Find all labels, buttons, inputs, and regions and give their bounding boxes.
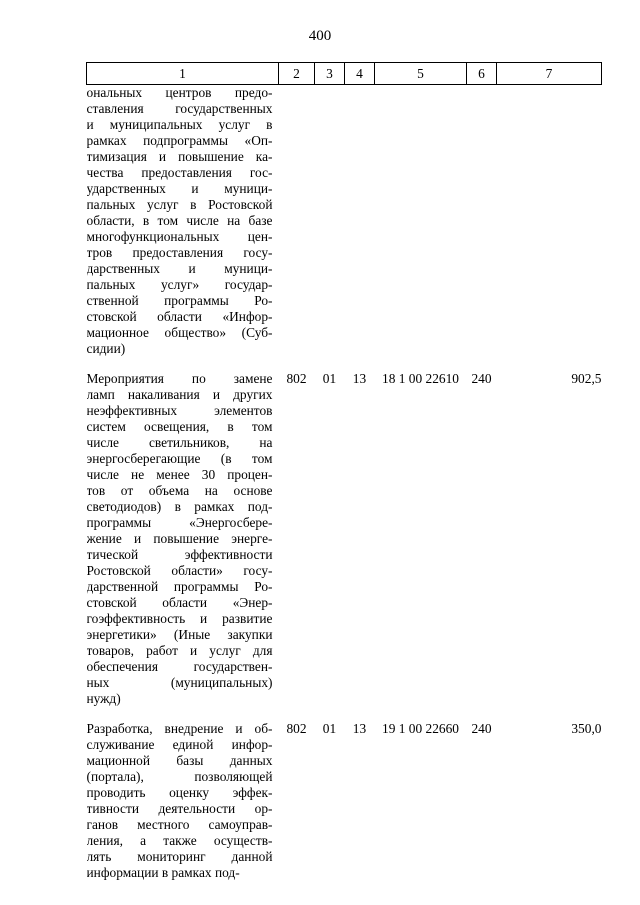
description-line: мационное общество» (Суб- xyxy=(86,325,273,340)
description-line: энергосберегающие (в том xyxy=(86,451,273,466)
expense-type-code: 240 xyxy=(471,371,492,386)
description-line: рамках подпрограммы «Оп- xyxy=(86,133,273,148)
description-line: жение и повышение энерге- xyxy=(86,531,273,546)
row-description xyxy=(87,85,279,358)
column-header: 7 xyxy=(497,63,602,85)
expense-type-code: 240 xyxy=(471,721,492,736)
description-line: тров предоставления госу- xyxy=(86,245,273,260)
description-line: Мероприятия по замене xyxy=(86,371,273,386)
description-line: гоэффективность и развитие xyxy=(86,611,273,626)
description-line: ударственных и муници- xyxy=(86,181,273,196)
ministry-code: 802 xyxy=(286,371,307,386)
description-line: Ростовской области» госу- xyxy=(86,563,273,578)
description-line: неэффективных элементов xyxy=(86,403,273,418)
target-article-code: 18 1 00 22610 xyxy=(382,371,459,386)
description-line: обеспечения государствен- xyxy=(86,659,273,674)
table-row xyxy=(87,85,602,358)
description-line: числе светильников, на xyxy=(86,435,273,450)
description-line: ных (муниципальных) xyxy=(86,675,273,690)
description-line: стовской области «Инфор- xyxy=(86,309,273,324)
description-line: ственной программы Ро- xyxy=(86,293,273,308)
subsection-code xyxy=(345,85,375,358)
description-line: мационной базы данных xyxy=(86,753,273,768)
description-line: ламп накаливания и других xyxy=(86,387,273,402)
table-header-row xyxy=(87,63,602,85)
description-line: тической эффективности xyxy=(86,547,273,562)
amount-value: 350,0 xyxy=(571,721,602,736)
description-line: ональных центров предо- xyxy=(86,85,273,100)
description-line: информации в рамках под- xyxy=(86,865,240,880)
page-number: 400 xyxy=(308,28,332,44)
table-row xyxy=(87,707,602,881)
column-header: 3 xyxy=(315,63,345,85)
section-code: 01 xyxy=(322,721,337,736)
row-description xyxy=(87,707,279,881)
column-header: 4 xyxy=(345,63,375,85)
subsection-code: 13 xyxy=(352,371,367,386)
row-description xyxy=(87,357,279,707)
description-line: (портала), позволяющей xyxy=(86,769,273,784)
amount-value: 902,5 xyxy=(571,371,602,386)
column-header: 6 xyxy=(467,63,497,85)
description-line: чества предоставления гос- xyxy=(86,165,273,180)
description-line: энергетики» (Иные закупки xyxy=(86,627,273,642)
column-header: 2 xyxy=(279,63,315,85)
description-line: тов от объема на основе xyxy=(86,483,273,498)
section-code xyxy=(315,85,345,358)
description-line: светодиодов) в рамках под- xyxy=(86,499,273,514)
ministry-code: 802 xyxy=(286,721,307,736)
description-line: программы «Энергосбере- xyxy=(86,515,273,530)
description-line: числе не менее 30 процен- xyxy=(86,467,273,482)
column-header: 5 xyxy=(375,63,467,85)
target-article-code: 19 1 00 22660 xyxy=(382,721,459,736)
expense-type-code xyxy=(467,85,497,358)
column-header: 1 xyxy=(87,63,279,85)
amount-value xyxy=(497,85,602,358)
description-line: систем освещения, в том xyxy=(86,419,273,434)
description-line: дарственной программы Ро- xyxy=(86,579,273,594)
description-line: стовской области «Энер- xyxy=(86,595,273,610)
subsection-code: 13 xyxy=(352,721,367,736)
target-article-code xyxy=(375,85,467,358)
description-line: товаров, работ и услуг для xyxy=(86,643,273,658)
description-line: тивности деятельности ор- xyxy=(86,801,273,816)
description-line: области, в том числе на базе xyxy=(86,213,273,228)
description-line: ления, а также осуществ- xyxy=(86,833,273,848)
ministry-code xyxy=(279,85,315,358)
description-line: пальных услуг в Ростовской xyxy=(86,197,273,212)
table-row xyxy=(87,357,602,707)
description-line: служивание единой инфор- xyxy=(86,737,273,752)
description-line: многофункциональных цен- xyxy=(86,229,273,244)
description-line: ставления государственных xyxy=(86,101,273,116)
description-line: Разработка, внедрение и об- xyxy=(86,721,273,736)
description-line: дарственных и муници- xyxy=(86,261,273,276)
description-line: и муниципальных услуг в xyxy=(86,117,273,132)
budget-table xyxy=(86,62,602,881)
description-line: нужд) xyxy=(86,691,121,706)
description-line: тимизация и повышение ка- xyxy=(86,149,273,164)
description-line: сидии) xyxy=(86,341,126,356)
section-code: 01 xyxy=(322,371,337,386)
description-line: ганов местного самоуправ- xyxy=(86,817,273,832)
description-line: лять мониторинг данной xyxy=(86,849,273,864)
description-line: проводить оценку эффек- xyxy=(86,785,273,800)
description-line: пальных услуг» государ- xyxy=(86,277,273,292)
